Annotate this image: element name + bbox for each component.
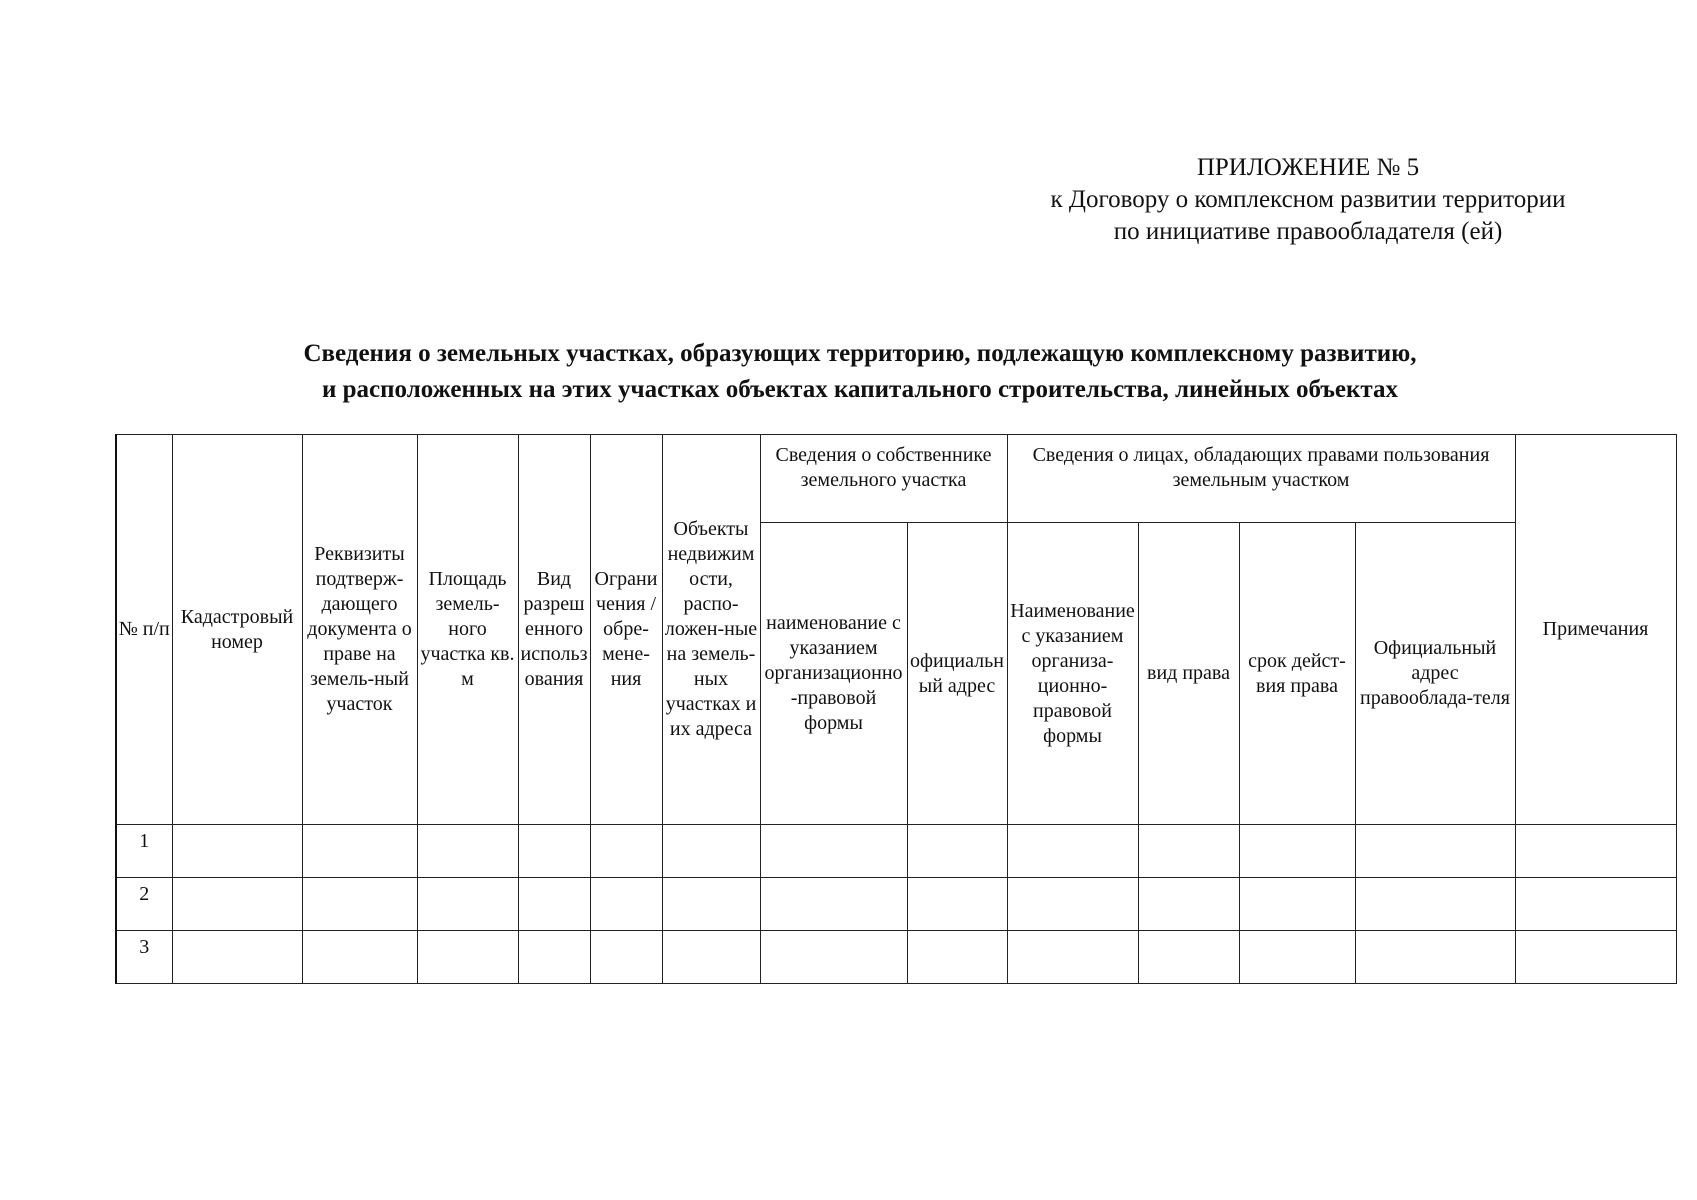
table-cell <box>662 931 760 984</box>
table-cell <box>1355 825 1515 878</box>
table-cell <box>302 878 417 931</box>
table-cell <box>662 878 760 931</box>
group-header-owner: Сведения о собственнике земельного участка <box>760 435 1007 523</box>
row-number: 2 <box>116 878 172 931</box>
table-row <box>116 931 1676 984</box>
table-cell <box>417 878 518 931</box>
row-number: 3 <box>116 931 172 984</box>
table-header-row-1 <box>116 435 1676 523</box>
table-cell <box>302 825 417 878</box>
table-cell <box>907 878 1007 931</box>
table-cell <box>518 825 590 878</box>
table-row <box>116 878 1676 931</box>
group-header-users: Сведения о лицах, обладающих правами пользования земельным участком <box>1007 435 1515 523</box>
document-title <box>160 336 1560 408</box>
col-header-objects: Объекты недвижимости, распо-ложен-ные на земель-ных участках и их адреса <box>662 435 760 825</box>
table-cell <box>172 825 302 878</box>
table-cell <box>1515 825 1676 878</box>
table-cell <box>417 825 518 878</box>
col-header-document: Реквизиты подтверж-дающего документа о праве на земель-ный участок <box>302 435 417 825</box>
table-cell <box>760 878 907 931</box>
table-cell <box>172 931 302 984</box>
title-line-1: Сведения о земельных участках, образующих территорию, подлежащую комплексному развитию, <box>303 340 1417 367</box>
table-cell <box>1007 878 1138 931</box>
table-cell <box>662 825 760 878</box>
col-header-num: № п/п <box>116 435 172 825</box>
appendix-number: ПРИЛОЖЕНИЕ № 5 <box>1196 154 1420 181</box>
col-header-area: Площадь земель-ного участка кв. м <box>417 435 518 825</box>
table-cell <box>1239 931 1355 984</box>
table-cell <box>172 878 302 931</box>
table-cell <box>518 878 590 931</box>
col-header-user-name: Наименование с указанием организа-ционно-правовой формы <box>1007 523 1138 825</box>
table-cell <box>590 931 662 984</box>
table-cell <box>1007 931 1138 984</box>
table-cell <box>1138 825 1239 878</box>
appendix-header <box>1003 152 1613 248</box>
appendix-contract-ref: к Договору о комплексном развитии территории <box>1050 186 1566 213</box>
land-plots-table <box>115 434 1677 984</box>
col-header-owner-name: наименование с указанием организационно-правовой формы <box>760 523 907 825</box>
col-header-permitted-use: Вид разрешенного использования <box>518 435 590 825</box>
table-cell <box>760 825 907 878</box>
table-cell <box>302 931 417 984</box>
col-header-restrictions: Ограничения / обре-мене-ния <box>590 435 662 825</box>
col-header-holder-address: Официальный адрес правооблада-теля <box>1355 523 1515 825</box>
table-cell <box>1007 825 1138 878</box>
table-row <box>116 825 1676 878</box>
table-cell <box>760 931 907 984</box>
table-cell <box>518 931 590 984</box>
title-line-2: и расположенных на этих участках объектах капитального строительства, линейных объектах <box>321 376 1398 403</box>
table-cell <box>1355 878 1515 931</box>
table-cell <box>1515 878 1676 931</box>
table-cell <box>417 931 518 984</box>
table-cell <box>1138 931 1239 984</box>
table-cell <box>1239 878 1355 931</box>
table-cell <box>1138 878 1239 931</box>
table-cell <box>1515 931 1676 984</box>
col-header-owner-address: официальный адрес <box>907 523 1007 825</box>
col-header-right-term: срок дейст-вия права <box>1239 523 1355 825</box>
row-number: 1 <box>116 825 172 878</box>
table-cell <box>907 931 1007 984</box>
table-cell <box>590 878 662 931</box>
col-header-notes: Примечания <box>1515 435 1676 825</box>
col-header-cadastral: Кадастровый номер <box>172 435 302 825</box>
table-cell <box>1355 931 1515 984</box>
table-cell <box>590 825 662 878</box>
col-header-right-type: вид права <box>1138 523 1239 825</box>
table-cell <box>1239 825 1355 878</box>
appendix-initiative: по инициативе правообладателя (ей) <box>1113 218 1503 245</box>
table-cell <box>907 825 1007 878</box>
